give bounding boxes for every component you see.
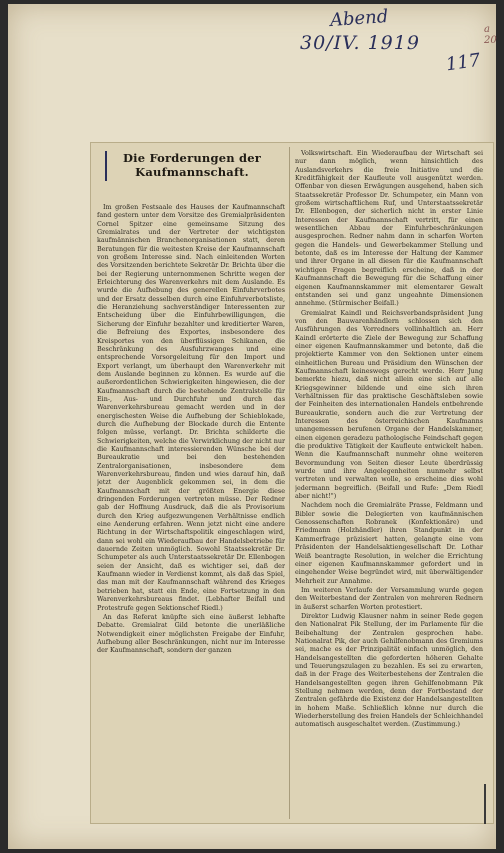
paragraph: Direktor Ludwig Klausner nahm in seiner Rede gegen den Nationalrat Pik Stellung, der im Parlamente für die Beibehaltung der Zentralen gesprochen habe. Nationalrat Pik, der auch Gehilfenobmann des Gremiums sei, mache es der Prinzipalität einfach unmöglich, den Handelsangestellten die geforderten höheren Gehalte und Teuerungszulagen zu bezahlen. Es sei zu erwarten, daß in der Frage des Weiterbestehens der Zentralen die Handelsangestellten gegen ihren Gehilfenobmann Pik Stellung nehmen werden, denn der Fortbestand der Zentralen gefährde die Existenz der Handelsangestellten in hohem Maße. Schließlich könne nur durch die Wiederherstellung des freien Handels der Schleichhandel automatisch ausgeschaltet werden. (Zustimmung.) — [295, 611, 483, 729]
column-divider — [289, 147, 290, 819]
article-column-right — [295, 149, 483, 815]
article-headline: Die Forderungen der Kaufmannschaft. — [122, 151, 261, 179]
paragraph: Nachdem noch die Gremialräte Prasse, Feldmann und Bibler sowie die Delegierten von kaufmännischen Genossenschaften Robranek (Konfektionäre) und Friedmann (Holzhändler) ihren Standpunkt in der Kammerfrage präzisiert hatten, gelangte eine vom Präsidenten der Handelsaktiengesellschaft Dr. Lothar Weiß beantragte Resolution, in welcher die Errichtung einer eigenen Kaufmannskammer gefordert und in eingehender Weise begründet wird, mit überwältigender Mehrheit zur Annahme. — [295, 501, 483, 585]
paragraph: Volkswirtschaft. Ein Wiederaufbau der Wirtschaft sei nur dann möglich, wenn hinsichtlich des Auslandsverkehrs die freie Initiative und die Kreditfähigkeit der Kaufleute voll ausgenützt werden. Offenbar von diesen Erwägungen ausgehend, haben sich Staatssekretär Professor Dr. Schumpeter, ein Mann von großem wirtschaftlichem Ruf, und Unterstaatssekretär Dr. Ellenbogen, der sicherlich nicht in erster Linie Interessen der Kaufmannschaft vertritt, für einen wesentlichen Abbau der Einfuhrbeschränkungen ausgesprochen. Redner nahm dann in scharfen Worten gegen die Handels- und Gewerbekammer Stellung und betonte, daß es im Interesse der Haltung der Kammer und ihrer Organe in all diesen für die Kaufmannschaft wichtigen Fragen begreiflich erscheine, daß in der Kaufmannschaft die Bewegung für die Schaffung einer eigenen Kaufmannskammer mit elementarer Gewalt entstanden sei und ganz ungeahnte Dimensionen annehme. (Stürmischer Beifall.) — [295, 149, 483, 308]
margin-mark — [484, 784, 486, 824]
handwritten-date-note: 30/IV. 1919 — [300, 32, 420, 54]
paragraph: Gremialrat Kaindl und Reichsverbandspräsident Jung von den Bauwarenhändlern schlossen sich den Ausführungen des Vorredners vollinhaltlich an. Herr Kaindl erörterte die Ziele der Bewegung zur Schaffung einer eigenen Kaufmannskammer und betonte, daß die projektierte Kammer von den Sektionen unter einem einheitlichen Bureau und Präsidium den Wünschen der Kaufmannschaft keineswegs gerecht werde. Herr Jung bemerkte hiezu, daß nicht allein eine sich auf alle Kriegsgewinner bildende und eine sich ihren Verhältnissen für das praktische Geschäftsleben sowie der Feinheiten des internationalen Handels entbehrende Bureaukratie, sondern auch die zur Vertretung der Interessen des österreichischen Kaufmanns unangemessen berufenen Organe der Handelskammer, einen eigenen geradezu pathologische Feindschaft gegen die produktive Tätigkeit der Kaufleute entwickelt haben. Wenn die Kaufmannschaft nunmehr ohne weiteren Bevormundung von Seiten dieser Leute überdrüssig wurde und ihre Angelegenheiten nunmehr selbst vertreten und verwalten wolle, so erscheine dies wohl jedermann begreiflich. (Beifall und Rufe: „Dem Riedl aber nicht!") — [295, 308, 483, 501]
paragraph: An das Referat knüpfte sich eine äußerst lebhafte Debatte. Gremialrat Gild betonte die unerläßliche Notwendigkeit einer möglichsten Freigabe der Einfuhr, Aufhebung aller Beschränkungen, nicht nur im Interesse der Kaufmannschaft, sondern der ganzen — [97, 612, 285, 655]
pencil-reference-note: a 20 — [484, 24, 497, 46]
paragraph: Im weiteren Verlaufe der Versammlung wurde gegen den Weiterbestand der Zentralen von mehreren Rednern in äußerst scharfen Worten protestiert. — [295, 585, 483, 611]
newspaper-clipping — [90, 142, 494, 824]
handwritten-number-note: 117 — [444, 49, 482, 76]
paragraph: Im großen Festsaale des Hauses der Kaufmannschaft fand gestern unter dem Vorsitze des Gremialpräsidenten Cornel Spitzer eine gemeinsame Sitzung des Gremialrates und der Vertreter der wichtigsten kaufmännischen Branchenorganisationen statt, deren Beratungen für die weitesten Kreise der Kaufmannschaft von großem Interesse sind. Nach einleitenden Worten des Vorsitzenden berichtete Sekretär Dr. Brichta über die bei der Regierung unternommenen Schritte wegen der Erleichterung des Warenverkehrs mit dem Auslande. Es wurde die Aufhebung des generellen Einfuhrverbotes und der Ersatz desselben durch eine Einfuhrverbotsliste, die Heranziehung sachverständiger Interessenten zur Entscheidung über die Einfuhrbewilligungen, die Sicherung der Einfuhr bezahlter und kreditierter Waren, die Befreiung des Exportes, insbesondere des Kreisportes von den überflüssigen Schikanen, die Beschränkung des Ausfuhrzwanges und eine entsprechende Vorsorgeleitung für den Import und Export verlangt, um überhaupt den Warenverkehr mit dem Auslande beginnen zu können. Es wurde auf die außerordentlichen Schwierigkeiten hingewiesen, die der Kaufmannschaft durch die bestehende Zentralstelle für Ein-, Aus- und Durchfuhr und durch das Warenverkehrsbureau gemacht werden und in der energischesten Weise die Aufhebung der Schieblokade, durch die Aufhebung der Blockade durch die Entente folgen müsse, verlangt. Dr. Brichta schilderte die Schwierigkeiten, welche die Verwirklichung der nicht nur die Kaufmannschaft interessierenden Wünsche bei der Bureaukratie und bei den bestehenden Zentralorganisationen, insbesondere dem Warenverkehrsbureau, finden und wies darauf hin, daß jetzt der Augenblick gekommen sei, in dem die Kaufmannschaft mit der größten Energie diese dringenden Forderungen vertreten müsse. Der Redner gab der Hoffnung Ausdruck, daß die als Provisorium durch den Krieg aufgezwungenen Verhältnisse endlich eine Aenderung erfahren. Wenn jetzt nicht eine andere Richtung in der Wirtschaftspolitik eingeschlagen wird, dann sei wohl ein Wiederaufbau der Handelsbetriebe für dauernde Zeiten unmöglich. Sowohl Staatssekretär Dr. Schumpeter als auch Unterstaatssekretär Dr. Ellenbogen seien der Ansicht, daß es wichtiger sei, daß der Kaufmann wieder in Verdienst kommt, als daß das Spiel, das man mit der Kaufmannschaft während des Krieges betrieben hat, statt ein Ende, eine Fortsetzung in den Warenverkehrsbureaus findet. (Lebhafter Beifall und Protestrufe gegen Sektionschef Riedl.) — [97, 203, 285, 612]
article-column-left — [97, 203, 285, 809]
archive-page — [8, 4, 496, 849]
handwritten-source-note: Abend — [329, 5, 389, 32]
